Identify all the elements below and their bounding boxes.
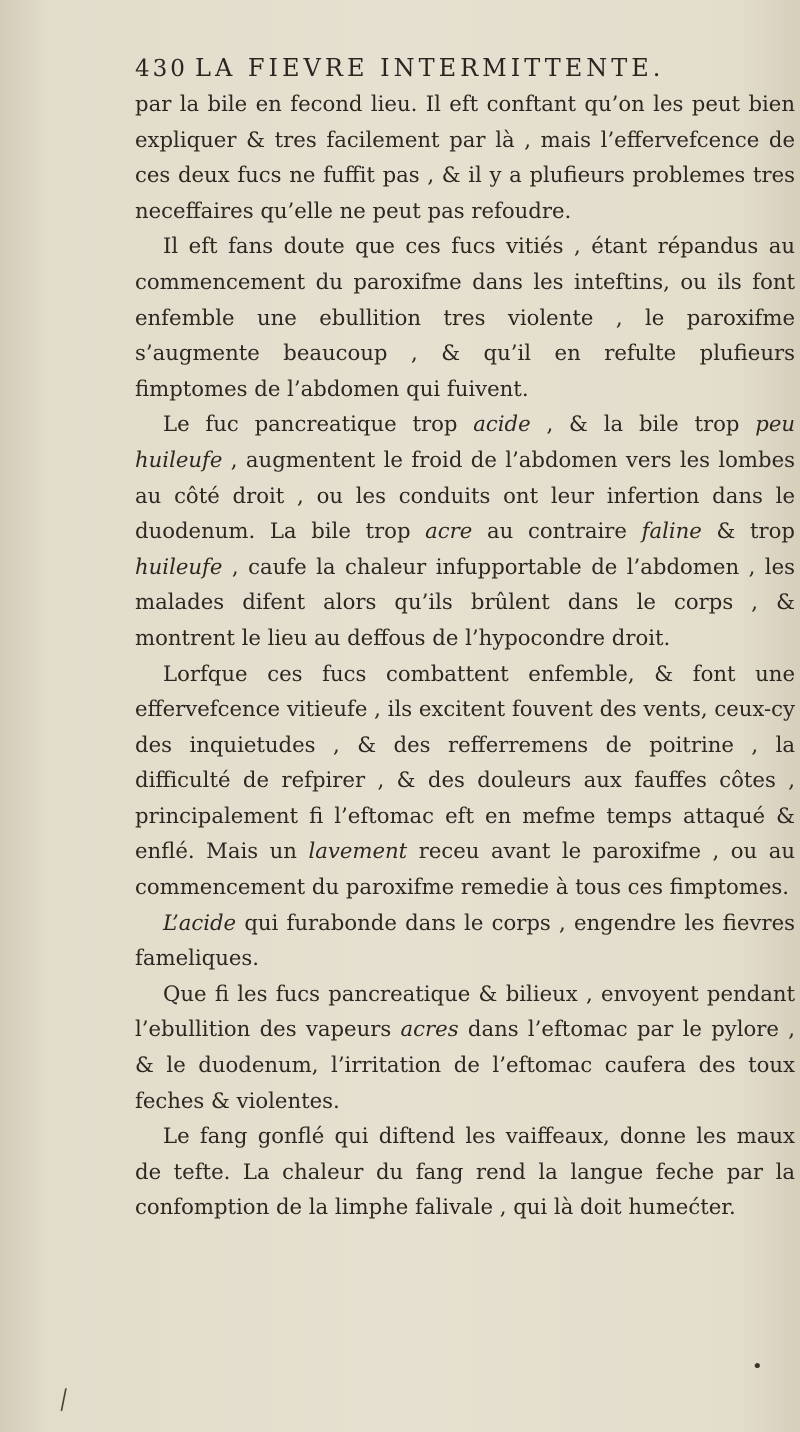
text-segment: , & la bile trop	[530, 411, 756, 437]
paragraph-7	[135, 1118, 795, 1225]
text-segment: par la bile en fecond lieu. Il eft conftant qu’on les peut bien expliquer & tres facilement par là , mais l’effervefcence de ces deux fucs ne fuffit pas , & il y a plufieurs problemes tres neceffaires qu’elle ne peut pas refoudre.	[135, 91, 795, 223]
running-title: LA FIEVRE INTERMITTENTE.	[195, 54, 665, 82]
text-segment: Il eft fans doute que ces fucs vitiés , étant répandus au commencement du paroxifme dans les inteftins, ou ils font enfemble une ebullition tres violente , le paroxifme s’augmente beaucoup , & qu’il en refulte plufieurs fimptomes de l’abdomen qui fuivent.	[135, 233, 795, 401]
italic-text-segment: acre	[425, 518, 473, 544]
body-text	[135, 86, 795, 1225]
paragraph-2	[135, 228, 795, 406]
text-segment: au contraire	[472, 518, 642, 544]
italic-text-segment: acres	[400, 1016, 459, 1042]
text-segment: , augmentent le froid de l’abdomen vers les lombes au côté droit , ou les conduits ont leur infertion dans le duodenum. La bile trop	[135, 446, 795, 544]
italic-text-segment: lavement	[308, 838, 408, 864]
text-segment: dans l’eftomac par le pylore , & le duodenum, l’irritation de l’eftomac caufera des toux feches & violentes.	[135, 1016, 795, 1113]
text-segment: & trop	[701, 518, 795, 544]
italic-text-segment: faline	[641, 518, 702, 544]
text-segment: Que fi les fucs pancreatique & bilieux , envoyent pendant l’ebullition des vapeurs	[135, 980, 795, 1042]
text-segment: Le fuc pancreatique trop	[163, 411, 474, 437]
italic-text-segment: peu huileufe	[135, 411, 795, 472]
paragraph-3	[135, 406, 795, 655]
paragraph-6	[135, 976, 795, 1118]
running-header	[135, 52, 755, 88]
italic-text-segment: acide	[473, 411, 531, 437]
ink-stroke-mark: ⁄	[57, 1386, 72, 1416]
page-number: 430	[135, 56, 188, 82]
text-segment: , caufe la chaleur infupportable de l’abdomen , les malades difent alors qu’ils brûlent dans le corps , & montrent le lieu au deffous de l’hypocondre droit.	[135, 553, 795, 650]
text-segment: qui furabonde dans le corps , engendre les fievres fameliques.	[135, 909, 795, 971]
paragraph-4	[135, 656, 795, 905]
paragraph-5	[135, 905, 795, 976]
text-segment: receu avant le paroxifme , ou au commencement du paroxifme remedie à tous ces fimptomes.	[135, 838, 795, 900]
ink-speck: •	[752, 1356, 763, 1377]
italic-text-segment: L’acide	[163, 909, 237, 935]
italic-text-segment: huileufe	[135, 553, 223, 579]
paragraph-1	[135, 86, 795, 228]
text-segment: Le fang gonflé qui diftend les vaiffeaux, donne les maux de tefte. La chaleur du fang rend la langue feche par la confomption de la limphe falivale , qui là doit humećter.	[135, 1123, 795, 1220]
text-segment: Lorfque ces fucs combattent enfemble, & font une effervefcence vitieufe , ils excitent fouvent des vents, ceux-cy des inquietudes , & des refferremens de poitrine , la difficulté de refpirer , & des douleurs aux fauffes côtes , principalement fi l’eftomac eft en mefme temps attaqué & enflé. Mais un	[135, 660, 795, 864]
